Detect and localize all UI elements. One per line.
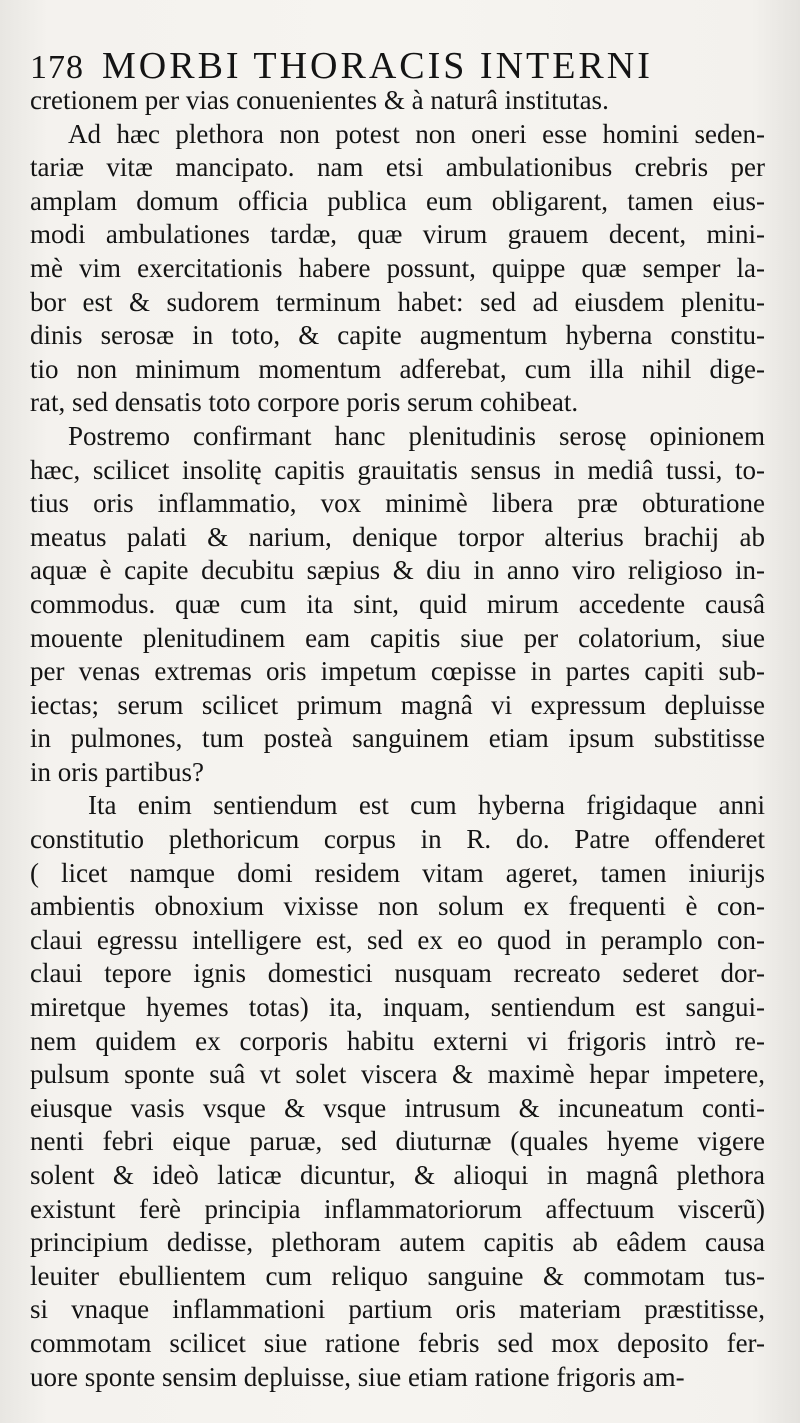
text-line: Ita enim sentiendum est cum hyberna frigidaque anni bbox=[88, 790, 765, 821]
text-line: eiusque vasis vsque & vsque intrusum & incuneatum conti- bbox=[30, 1092, 765, 1123]
text-line: tius oris inflammatio, vox minimè libera præ obturatione bbox=[30, 488, 765, 519]
page-number: 178 bbox=[30, 49, 84, 86]
text-line: claui egressu intelligere est, sed ex eo quod in peramplo con- bbox=[30, 924, 765, 955]
text-line: existunt ferè principia inflammatoriorum affectuum viscerũ) bbox=[30, 1193, 765, 1224]
text-line: si vnaque inflammationi partium oris materiam præstitisse, bbox=[30, 1294, 765, 1325]
text-line: hæc, scilicet insolitę capitis grauitatis sensus in mediâ tussi, to- bbox=[30, 454, 765, 485]
text-line: mouente plenitudinem eam capitis siue per colatorium, siue bbox=[30, 622, 765, 653]
text-line: mè vim exercitationis habere possunt, quippe quæ semper la- bbox=[30, 252, 765, 283]
text-line: in oris partibus? bbox=[30, 756, 204, 787]
text-line: commodus. quæ cum ita sint, quid mirum accedente causâ bbox=[30, 588, 765, 619]
text-line: aquæ è capite decubitu sæpius & diu in anno viro religioso in- bbox=[30, 555, 765, 586]
text-line: constitutio plethoricum corpus in R. do. Patre offenderet bbox=[30, 824, 765, 855]
text-line: Ad hæc plethora non potest non oneri esse homini seden- bbox=[68, 118, 765, 149]
text-line: miretque hyemes totas) ita, inquam, sentiendum est sangui- bbox=[30, 992, 765, 1023]
text-line: nenti febri eique paruæ, sed diuturnæ (quales hyeme vigere bbox=[30, 1126, 765, 1157]
text-line: per venas extremas oris impetum cœpisse in partes capiti sub- bbox=[30, 656, 765, 687]
text-line: iectas; serum scilicet primum magnâ vi expressum depluisse bbox=[30, 689, 765, 720]
body-text bbox=[30, 84, 765, 1394]
paragraph bbox=[30, 84, 765, 118]
text-line: pulsum sponte suâ vt solet viscera & maximè hepar impetere, bbox=[30, 1059, 765, 1090]
page-header bbox=[30, 44, 730, 88]
text-line: tariæ vitæ mancipato. nam etsi ambulationibus crebris per bbox=[30, 152, 765, 183]
text-line: Postremo confirmant hanc plenitudinis serosę opinionem bbox=[68, 420, 765, 451]
text-line: tio non minimum momentum adferebat, cum illa nihil dige- bbox=[30, 353, 765, 384]
paragraph bbox=[30, 420, 765, 790]
text-line: nem quidem ex corporis habitu externi vi frigoris intrò re- bbox=[30, 1025, 765, 1056]
text-line: commotam scilicet siue ratione febris sed mox deposito fer- bbox=[30, 1327, 765, 1358]
text-line: leuiter ebullientem cum reliquo sanguine & commotam tus- bbox=[30, 1260, 765, 1291]
text-line: principium dedisse, plethoram autem capitis ab eâdem causa bbox=[30, 1227, 765, 1258]
text-line: ( licet namque domi residem vitam ageret, tamen iniurijs bbox=[30, 857, 765, 888]
paragraph bbox=[30, 789, 765, 1394]
text-line: claui tepore ignis domestici nusquam recreato sederet dor- bbox=[30, 958, 765, 989]
running-title: MORBI THORACIS INTERNI bbox=[102, 45, 653, 87]
text-line: meatus palati & narium, denique torpor alterius brachij ab bbox=[30, 521, 765, 552]
text-line: bor est & sudorem terminum habet: sed ad eiusdem plenitu- bbox=[30, 286, 765, 317]
text-line: modi ambulationes tardæ, quæ virum grauem decent, mini- bbox=[30, 219, 765, 250]
text-line: dinis serosæ in toto, & capite augmentum hyberna constitu- bbox=[30, 320, 765, 351]
text-line: amplam domum officia publica eum obligarent, tamen eius- bbox=[30, 185, 765, 216]
text-line: cretionem per vias conuenientes & à naturâ institutas. bbox=[30, 85, 609, 115]
text-line: rat, sed densatis toto corpore poris serum cohibeat. bbox=[30, 387, 579, 418]
text-line: uore sponte sensim depluisse, siue etiam ratione frigoris am- bbox=[30, 1361, 685, 1392]
paragraph bbox=[30, 118, 765, 420]
text-line: ambientis obnoxium vixisse non solum ex frequenti è con- bbox=[30, 891, 765, 922]
text-line: in pulmones, tum posteà sanguinem etiam ipsum substitisse bbox=[30, 723, 765, 754]
text-line: solent & ideò laticæ dicuntur, & alioqui in magnâ plethora bbox=[30, 1160, 765, 1190]
